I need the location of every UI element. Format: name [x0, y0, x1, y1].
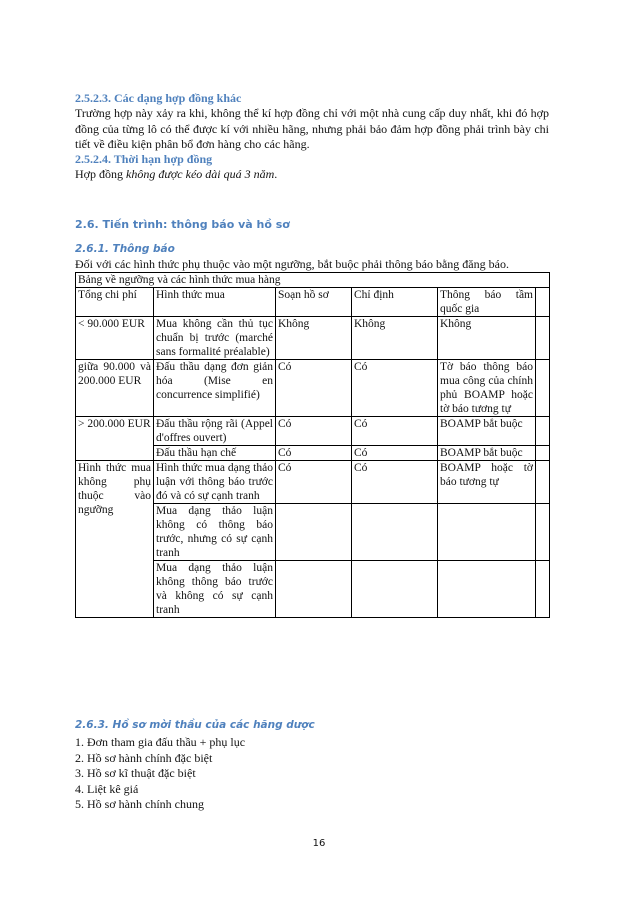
paragraph-notification: Đối với các hình thức phụ thuộc vào một ngưỡng, bắt buộc phải thông báo bằng đăng báo.: [75, 257, 509, 271]
table-caption: Bảng về ngưỡng và các hình thức mua hàng: [76, 273, 550, 288]
table-cell: Có: [276, 417, 352, 446]
table-cell: Đấu thầu hạn chế: [154, 446, 276, 461]
duration-italic-text: không được kéo dài quá 3 năm: [126, 167, 275, 181]
table-cell: [536, 461, 550, 504]
duration-text: Hợp đồng: [75, 167, 127, 181]
table-cell: Không: [352, 317, 438, 360]
list-item: 5. Hồ sơ hành chính chung: [75, 797, 204, 812]
table-cell: [536, 360, 550, 417]
table-cell: Có: [276, 446, 352, 461]
table-cell: Có: [352, 461, 438, 504]
list-item: 1. Đơn tham gia đấu thầu + phụ lục: [75, 735, 246, 749]
table-cell: Đấu thầu dạng đơn giản hóa (Mise en concurrence simplifié): [154, 360, 276, 417]
header-cell: Tổng chi phí: [76, 288, 154, 317]
heading-2-5-2-4: 2.5.2.4. Thời hạn hợp đồng: [75, 152, 213, 166]
table-cell: [352, 561, 438, 618]
table-cell: Có: [276, 461, 352, 504]
table-cell: [536, 417, 550, 446]
table-row: [76, 417, 550, 446]
table-caption-row: [76, 273, 550, 288]
table-cell: BOAMP bắt buộc: [438, 446, 536, 461]
table-cell: Tờ báo thông báo mua công của chính phủ BOAMP hoặc tờ báo tương tự: [438, 360, 536, 417]
list-item: 3. Hồ sơ kĩ thuật đặc biệt: [75, 766, 196, 781]
table-cell: Không: [438, 317, 536, 360]
heading-2-6-3: 2.6.3. Hồ sơ mời thầu của các hãng dược: [75, 719, 315, 731]
list-item: 4. Liệt kê giá: [75, 781, 139, 796]
table-cell: [438, 504, 536, 561]
list-item: 2. Hồ sơ hành chính đặc biệt: [75, 750, 213, 765]
heading-2-6: 2.6. Tiến trình: thông báo và hồ sơ: [75, 218, 290, 231]
table-cell: > 200.000 EUR: [76, 417, 154, 461]
table-cell: Có: [352, 417, 438, 446]
table-cell: Có: [352, 360, 438, 417]
page-number: 16: [312, 838, 326, 849]
table-cell: [276, 504, 352, 561]
table-cell: Có: [352, 446, 438, 461]
table-cell: [536, 446, 550, 461]
duration-end: .: [274, 167, 278, 181]
table-cell: Có: [276, 360, 352, 417]
paragraph-other-contracts: Trường hợp này xảy ra khi, không thể kí hợp đồng chỉ với một nhà cung cấp duy nhất, khi đó hợp đồng của từng lô có thể được kí với nhiều hãng, nhưng phải bảo đảm hợp đồng phải trình bày chi tiết về điều kiện phân bổ đơn hàng cho các hãng.: [75, 106, 549, 151]
table-cell: Mua dạng thảo luận không có thông báo trước, nhưng có sự cạnh tranh: [154, 504, 276, 561]
table-cell: Không: [276, 317, 352, 360]
table-cell: Hình thức mua dạng thảo luận với thông báo trước đó và có sự cạnh tranh: [154, 461, 276, 504]
table-cell: BOAMP bắt buộc: [438, 417, 536, 446]
paragraph-contract-duration: [75, 167, 549, 183]
table-row: [76, 360, 550, 417]
table-cell: Hình thức mua không phụ thuộc vào ngưỡng: [76, 461, 154, 618]
table-cell: giữa 90.000 và 200.000 EUR: [76, 360, 154, 417]
submission-list: [75, 735, 549, 813]
table-cell: [276, 561, 352, 618]
table-cell: Mua không cần thủ tục chuẩn bị trước (marché sans formalité préalable): [154, 317, 276, 360]
header-cell: Chỉ định: [352, 288, 438, 317]
table-cell: Mua dạng thảo luận không thông báo trước và không có sự cạnh tranh: [154, 561, 276, 618]
table-cell: [536, 561, 550, 618]
table-cell: [352, 504, 438, 561]
header-cell: [536, 288, 550, 317]
header-cell: Thông báo tầm quốc gia: [438, 288, 536, 317]
table-row: [76, 317, 550, 360]
threshold-table: [75, 272, 550, 618]
header-cell: Soạn hồ sơ: [276, 288, 352, 317]
table-header-row: [76, 288, 550, 317]
table-cell: [536, 317, 550, 360]
table-cell: [536, 504, 550, 561]
heading-2-5-2-3: 2.5.2.3. Các dạng hợp đồng khác: [75, 91, 242, 105]
table-cell: < 90.000 EUR: [76, 317, 154, 360]
table-row: [76, 461, 550, 504]
heading-2-6-1: 2.6.1. Thông báo: [75, 243, 175, 255]
header-cell: Hình thức mua: [154, 288, 276, 317]
table-cell: BOAMP hoặc tờ báo tương tự: [438, 461, 536, 504]
table-cell: [438, 561, 536, 618]
table-cell: Đấu thầu rộng rãi (Appel d'offres ouvert): [154, 417, 276, 446]
